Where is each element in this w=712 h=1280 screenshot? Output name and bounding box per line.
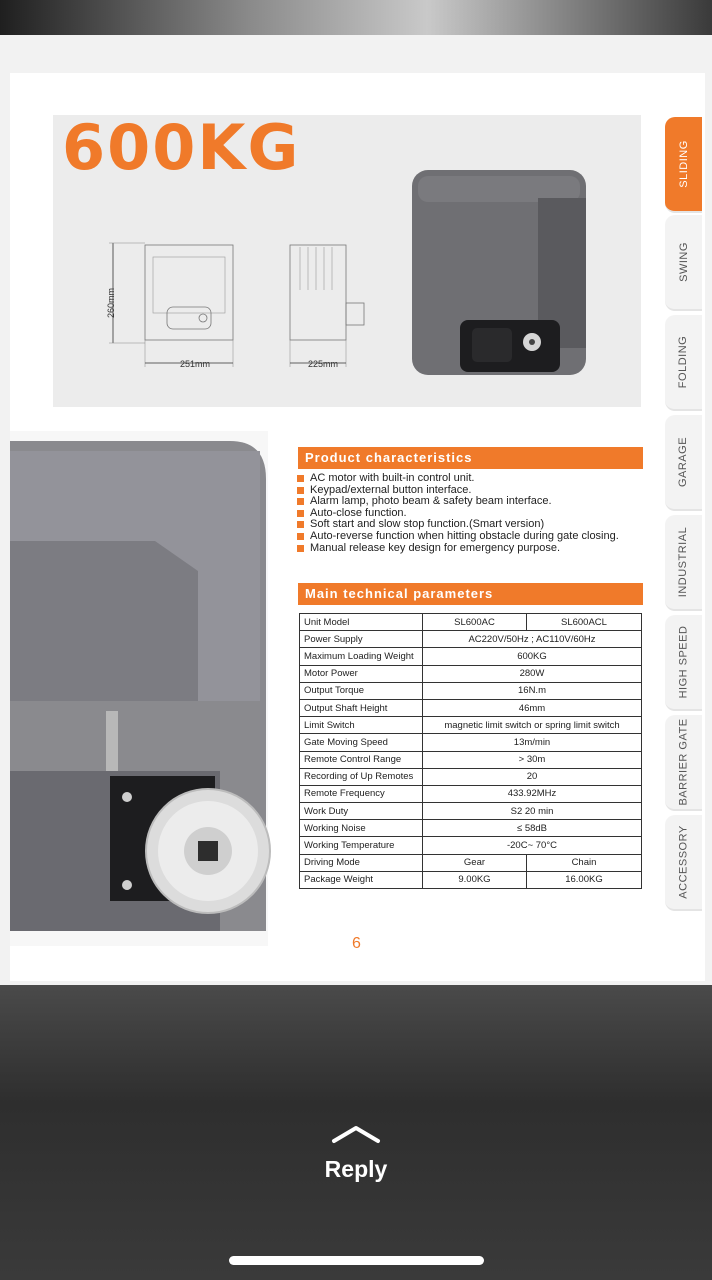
param-value: 13m/min xyxy=(423,734,642,751)
table-row xyxy=(300,682,642,699)
tab-sliding[interactable]: SLIDING xyxy=(665,117,702,213)
side-view-drawing xyxy=(105,235,245,375)
blurred-status-strip xyxy=(0,0,712,35)
param-label: Package Weight xyxy=(300,871,423,888)
table-row xyxy=(300,803,642,820)
list-item: Soft start and slow stop function.(Smart version) xyxy=(297,519,647,531)
table-row xyxy=(300,699,642,716)
height-dimension-label: 260mm xyxy=(106,287,116,318)
param-value: SL600AC xyxy=(423,614,527,631)
tab-industrial[interactable]: INDUSTRIAL xyxy=(665,515,702,611)
param-label: Unit Model xyxy=(300,614,423,631)
tab-barrier-gate[interactable]: BARRIER GATE xyxy=(665,715,702,811)
param-label: Output Torque xyxy=(300,682,423,699)
param-label: Remote Frequency xyxy=(300,785,423,802)
param-label: Remote Control Range xyxy=(300,751,423,768)
table-row xyxy=(300,785,642,802)
table-row xyxy=(300,665,642,682)
table-row xyxy=(300,648,642,665)
param-value: 16.00KG xyxy=(526,871,641,888)
depth-dimension-label: 225mm xyxy=(308,359,339,369)
param-value: 20 xyxy=(423,768,642,785)
motor-product-photo xyxy=(410,170,588,380)
tab-high-speed[interactable]: HIGH SPEED xyxy=(665,615,702,711)
param-label: Working Noise xyxy=(300,820,423,837)
param-label: Limit Switch xyxy=(300,717,423,734)
param-value: SL600ACL xyxy=(526,614,641,631)
param-label: Maximum Loading Weight xyxy=(300,648,423,665)
param-label: Power Supply xyxy=(300,631,423,648)
technical-parameters-table xyxy=(299,613,642,889)
param-value: -20C~ 70°C xyxy=(423,837,642,854)
table-row xyxy=(300,871,642,888)
page-title: 600KG xyxy=(62,111,301,184)
param-label: Gate Moving Speed xyxy=(300,734,423,751)
table-row xyxy=(300,837,642,854)
photo-viewer[interactable] xyxy=(0,35,712,985)
motor-gear-closeup-photo xyxy=(10,431,280,951)
front-view-drawing xyxy=(280,235,375,375)
param-value: 46mm xyxy=(423,699,642,716)
param-label: Working Temperature xyxy=(300,837,423,854)
home-indicator[interactable] xyxy=(229,1256,484,1265)
param-value: Gear xyxy=(423,854,527,871)
tab-swing[interactable]: SWING xyxy=(665,215,702,311)
param-label: Motor Power xyxy=(300,665,423,682)
chevron-up-icon xyxy=(331,1124,381,1144)
param-value: Chain xyxy=(526,854,641,871)
list-item: Keypad/external button interface. xyxy=(297,485,647,497)
technical-parameters-heading: Main technical parameters xyxy=(298,583,643,605)
param-label: Work Duty xyxy=(300,803,423,820)
reply-label: Reply xyxy=(324,1156,388,1182)
param-value: magnetic limit switch or spring limit switch xyxy=(423,717,642,734)
param-label: Recording of Up Remotes xyxy=(300,768,423,785)
param-label: Driving Mode xyxy=(300,854,423,871)
param-value: 600KG xyxy=(423,648,642,665)
list-item: AC motor with built-in control unit. xyxy=(297,473,647,485)
table-row xyxy=(300,631,642,648)
list-item: Auto-close function. xyxy=(297,508,647,520)
reply-button[interactable] xyxy=(306,1122,406,1192)
catalog-page xyxy=(10,73,705,981)
width-dimension-label: 251mm xyxy=(180,359,211,369)
product-characteristics-heading: Product characteristics xyxy=(298,447,643,469)
table-row xyxy=(300,717,642,734)
feature-list xyxy=(297,473,647,554)
tab-garage[interactable]: GARAGE xyxy=(665,415,702,511)
table-row xyxy=(300,768,642,785)
table-row xyxy=(300,820,642,837)
list-item: Alarm lamp, photo beam & safety beam interface. xyxy=(297,496,647,508)
param-value: 16N.m xyxy=(423,682,642,699)
table-row xyxy=(300,751,642,768)
page-number: 6 xyxy=(352,935,361,952)
table-row xyxy=(300,734,642,751)
param-value: ≤ 58dB xyxy=(423,820,642,837)
param-value: S2 20 min xyxy=(423,803,642,820)
tab-folding[interactable]: FOLDING xyxy=(665,315,702,411)
param-value: AC220V/50Hz ; AC110V/60Hz xyxy=(423,631,642,648)
tab-accessory[interactable]: ACCESSORY xyxy=(665,815,702,911)
param-value: 9.00KG xyxy=(423,871,527,888)
param-value: 433.92MHz xyxy=(423,785,642,802)
param-label: Output Shaft Height xyxy=(300,699,423,716)
table-row xyxy=(300,614,642,631)
param-value: > 30m xyxy=(423,751,642,768)
table-row xyxy=(300,854,642,871)
param-value: 280W xyxy=(423,665,642,682)
list-item: Auto-reverse function when hitting obstacle during gate closing. xyxy=(297,531,647,543)
list-item: Manual release key design for emergency purpose. xyxy=(297,543,647,555)
